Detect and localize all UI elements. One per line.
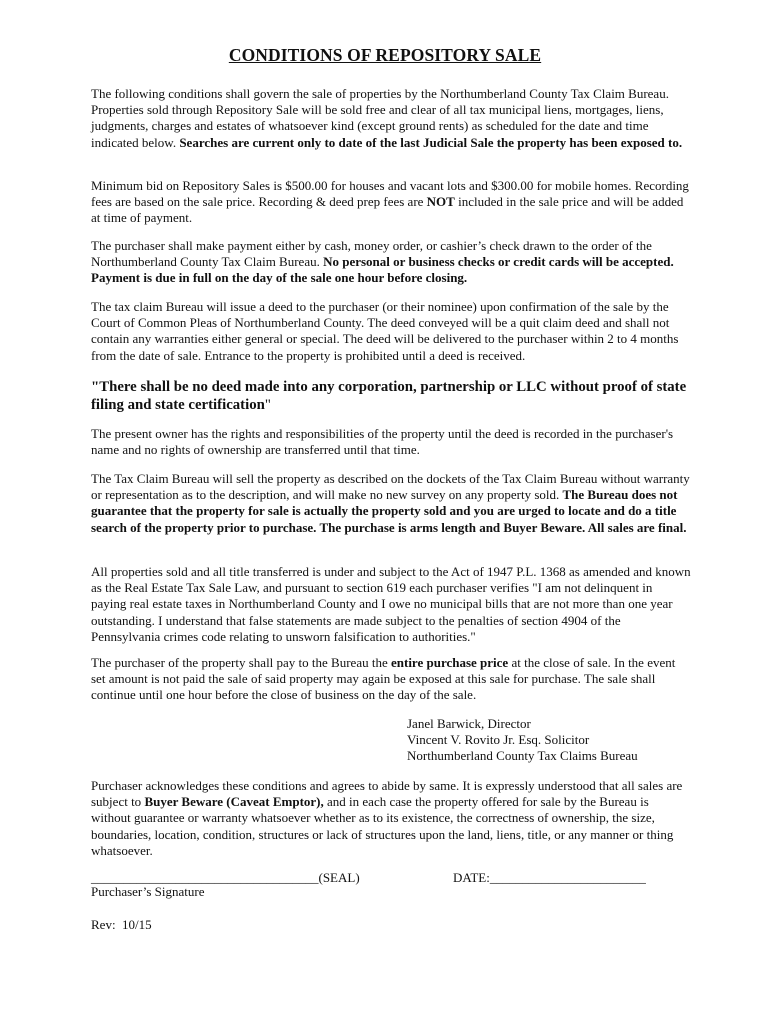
paragraph-text: The present owner has the rights and responsibilities of the property until the deed is recorded in the purchaser's name and no rights of ownership are transferred until that time.: [91, 426, 674, 458]
signatory-block: [407, 716, 707, 765]
paragraph-text: at the close of sale. In the event set amount is not paid the sale of said property may again be exposed at this sale for purchase. The sale shall continue until one hour before the close of business on the day of the sale.: [91, 655, 676, 703]
signatory-name: Northumberland County Tax Claims Bureau: [407, 748, 638, 764]
paragraph-purchase-price: [91, 655, 691, 704]
paragraph-text: The following conditions shall govern the sale of properties by the Northumberland County Tax Claim Bureau. Properties sold through Repository Sale will be sold free and clear of all tax municipal liens, mortgages, liens, judgments, charges and estates of whatsoever kind (except ground rents) as scheduled for the date and time indicated below.: [91, 86, 669, 150]
document-title: CONDITIONS OF REPOSITORY SALE: [228, 45, 542, 65]
paragraph-present-owner: [91, 426, 691, 458]
paragraph-text: Minimum bid on Repository Sales is $500.00 for houses and vacant lots and $300.00 for mobile homes. Recording fees are based on the sale price. Recording & deed prep fees are: [91, 178, 689, 210]
signature-label: Purchaser’s Signature: [91, 884, 205, 899]
quote-tail: ": [264, 397, 271, 413]
signatory-name: Vincent V. Rovito Jr. Esq. Solicitor: [407, 732, 590, 748]
paragraph-conditions-intro: [91, 86, 691, 151]
paragraph-text: included in the sale price and will be added at time of payment.: [91, 194, 684, 226]
paragraph-bold-text: Buyer Beware (Caveat Emptor),: [144, 794, 324, 810]
paragraph-bold-text: No personal or business checks or credit cards will be accepted. Payment is due in full on the day of the sale one hour before closing.: [91, 254, 674, 286]
paragraph-text: The purchaser shall make payment either by cash, money order, or cashier’s check drawn to the order of the Northumberland County Tax Claim Bureau.: [91, 238, 652, 270]
paragraph-buyer-beware: [91, 471, 691, 536]
paragraph-text: All properties sold and all title transferred is under and subject to the Act of 1947 P.L. 1368 as amended and known as the Real Estate Tax Sale Law, and pursuant to section 619 each purchaser verifies "I am not delinquent in paying real estate taxes in Northumberland County and I owe no municipal bills that are not more than one year outstanding. I understand that false statements are made subject to the penalties of section 4904 of the Pennsylvania crimes code relating to unsworn falsification to authorities.": [91, 564, 691, 644]
signature-line: ___________________________________(SEAL): [91, 870, 360, 885]
paragraph-bold-text: NOT: [426, 194, 455, 210]
paragraph-acknowledgement: [91, 778, 691, 859]
paragraph-bold-text: Searches are current only to date of the last Judicial Sale the property has been exposed to.: [179, 134, 683, 150]
paragraph-tax-sale-law: [91, 564, 691, 645]
paragraph-text: The Tax Claim Bureau will sell the property as described on the dockets of the Tax Claim Bureau without warranty or representation as to the description, and will make no new survey on any property sold.: [91, 471, 690, 503]
quote-no-deed-corporation: [91, 378, 691, 414]
paragraph-text: The tax claim Bureau will issue a deed to the purchaser (or their nominee) upon confirmation of the sale by the Court of Common Pleas of Northumberland County. The deed conveyed will be a quit claim deed and shall not contain any warranties either general or special. The deed will be delivered to the purchaser within 2 to 4 months from the date of sale. Entrance to the property is prohibited until a deed is received.: [91, 299, 679, 363]
paragraph-bold-text: The Bureau does not guarantee that the property for sale is actually the property sold and you are urged to locate and do a title search of the property prior to purchase. The purchase is arms length and Buyer Beware. All sales are final.: [91, 487, 687, 535]
paragraph-minimum-bid: [91, 178, 691, 227]
paragraph-payment: [91, 238, 691, 287]
paragraph-text: Purchaser acknowledges these conditions and agrees to abide by same. It is expressly understood that all sales are subject to: [91, 778, 683, 810]
date-line: DATE:________________________: [453, 870, 646, 885]
quote-bold-text: "There shall be no deed made into any corporation, partnership or LLC without proof of state filing and state certification: [91, 379, 687, 413]
paragraph-deed: [91, 299, 691, 364]
signatory-name: Janel Barwick, Director: [407, 716, 531, 731]
paragraph-text: The purchaser of the property shall pay to the Bureau the: [91, 655, 391, 670]
paragraph-bold-text: entire purchase price: [390, 655, 509, 670]
revision-label: Rev: 10/15: [91, 917, 152, 932]
paragraph-text: and in each case the property offered for sale by the Bureau is without guarantee or warranty whatsoever whether as to its existence, the correctness of ownership, the size, boundaries, location, condition, structures or lack of structures upon the land, liens, title, or any manner or thing whatsoever.: [91, 794, 674, 858]
